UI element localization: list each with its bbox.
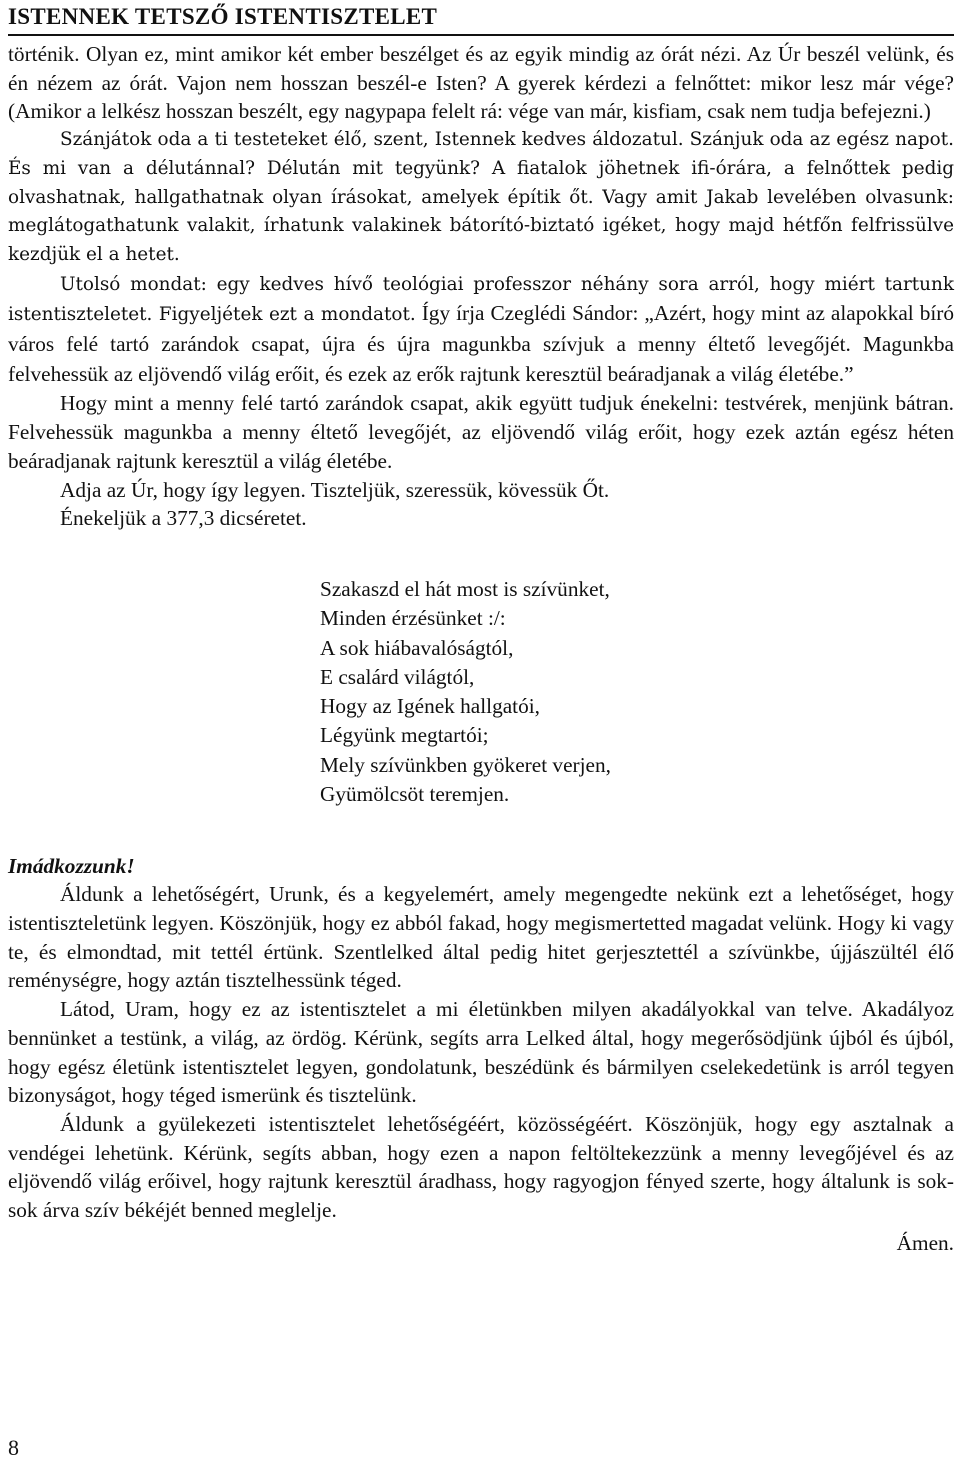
prayer-paragraph: Áldunk a lehetőségért, Urunk, és a kegyelemért, amely megengedte nekünk ezt a lehetőséget, hogy istentiszteletünk legyen. Köszönjük, hogy ez abból fakad, hogy megismertetted magadat velünk. Hogy ki vagy te, és elmondtad, mit tettél értünk. Szentlelked által pedig hitet gerjesztettél a szívünkbe, újjászültél élő reménységre, hogy aztán tisztelhessünk téged. [8,882,954,993]
sermon-paragraph: Adja az Úr, hogy így legyen. Tiszteljük, szeressük, kövessük Őt. [60,477,610,502]
document-page [8,0,954,1257]
sermon-paragraph: Hogy mint a menny felé tartó zarándok csapat, akik együtt tudjuk énekelni: testvérek, menjünk bátran. Felvehessük magunkba a menny éltető levegőjét, az eljövendő világ erőit, hogy ezek aztán egész héten beáradjanak rajtunk keresztül a világ életébe. [8,391,954,473]
hymn-line: A sok hiábavalóságtól, [320,635,514,660]
sermon-text [8,40,954,533]
hymn-line: Légyünk megtartói; [320,723,489,748]
hymn-stanza [320,575,954,809]
sermon-quote: Így írja Czeglédi Sándor: „Azért, hogy mint az alapokkal bíró város felé tartó zarándok csapat, újra és újra magunkba szívjuk a menny éltető levegőjét. Magunkba felvehessük az eljövendő világ erőit, és ezek az erők rajtunk keresztül beáradjanak a világ életébe.” [8,301,955,386]
hymn-line: Mely szívünkben gyökeret verjen, [320,752,611,777]
sermon-sentence: Utolsó mondat: egy kedves hívő teológiai professzor néhány sora arról, hogy miért tartunk istentiszteletet. Figyeljétek ezt a mondatot. [8,273,954,326]
hymn-line: Minden érzésünket :/: [320,606,506,631]
amen: Ámen. [896,1230,954,1255]
hymn-line: E csalárd világtól, [320,664,475,689]
prayer-paragraph: Áldunk a gyülekezeti istentisztelet lehetőségéért, közösségéért. Köszönjük, hogy egy asztalnak a vendégei lehetünk. Kérünk, segíts abban, hogy ezen a napon feltöltekezzünk a menny levegőjével és az eljövendő világ erőivel, hogy rajtunk keresztül áradhass, hogy ragyogjon fényed szerte, hogy általunk is sok-sok árva szív békéjét benned meglelje. [8,1111,954,1223]
hymn-line: Szakaszd el hát most is szívünket, [320,576,610,601]
sermon-paragraph [8,270,954,390]
page-number: 8 [8,1435,19,1460]
hymn-line: Hogy az Igének hallgatói, [320,694,540,719]
sermon-paragraph: Énekeljük a 377,3 dicséretet. [60,506,307,531]
sermon-paragraph: történik. Olyan ez, mint amikor két ember beszélget és az egyik mindig az órát nézi. Az Úr beszél velünk, és én nézem az órát. Vajon nem hosszan beszél-e Isten? A gyerek kérdezi a felnőttet: mikor lesz már vége? (Amikor a lelkész hosszan beszélt, egy nagypapa felelt rá: vége van már, kisfiam, csak nem tudja befejezni.) [8,42,954,124]
running-header [8,0,954,36]
prayer-paragraph: Látod, Uram, hogy ez az istentisztelet a mi életünkben milyen akadályokkal van telve. Akadályoz bennünket a testünk, a világ, az ördög. Kérünk, segíts arra Lelked által, hogy megerősödjünk újból és újból, hogy egész életünk istentisztelet legyen, gondolatunk, beszédünk és bármilyen cselekedetünk is arról tegyen bizonyságot, hogy téged ismerünk és tisztelünk. [8,997,954,1108]
sermon-paragraph: Szánjátok oda a ti testeteket élő, szent, Istennek kedves áldozatul. Szánjuk oda az egész napot. És mi van a délutánnal? Délután mit tegyünk? A fiatalok jöhetnek ifi-órára, a felnőttek pedig olvashatnak, hallgathatnak olyan írásokat, amelyek építik őt. Vagy amit Jakab levelében olvasunk: meglátogathatunk valakit, írhatunk valakinek bátorító-biztató igéket, hogy majd hétfőn felfrissülve kezdjük el a hetet. [8,129,954,265]
prayer-text [8,880,954,1224]
hymn-line: Gyümölcsöt teremjen. [320,782,510,807]
header-title: ISTENNEK TETSZŐ ISTENTISZTELET [8,4,438,29]
prayer-heading: Imádkozzunk! [8,854,135,879]
